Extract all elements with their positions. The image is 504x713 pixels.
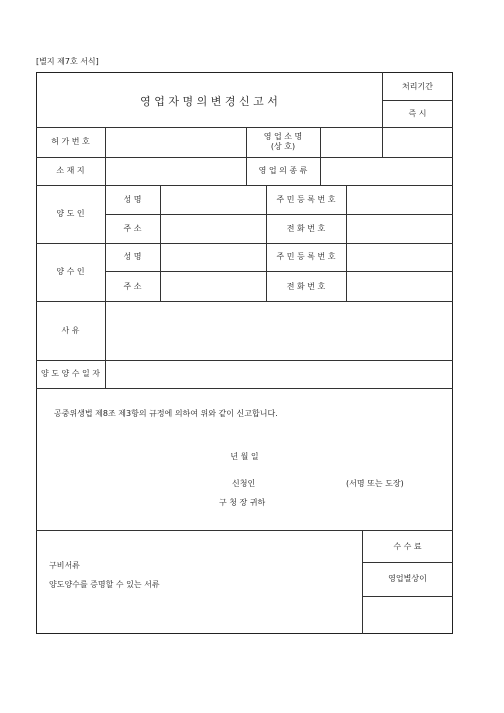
transferor-address-label: 주 소 bbox=[123, 224, 142, 233]
applicant-label: 신청인 bbox=[232, 479, 256, 488]
fee-label: 수 수 료 bbox=[393, 542, 422, 551]
transferor-phone-label: 전 화 번 호 bbox=[286, 224, 326, 233]
transferor-label: 양 도 인 bbox=[56, 209, 85, 218]
signature-note: (서명 또는 도장) bbox=[346, 479, 404, 488]
declaration-statement: 공중위생법 제8조 제3항의 규정에 의하여 위와 같이 신고합니다. bbox=[54, 409, 278, 418]
transferor-address-field[interactable] bbox=[161, 215, 265, 242]
transfer-date-field[interactable] bbox=[106, 361, 452, 387]
transferee-address-field[interactable] bbox=[161, 272, 265, 300]
business-type-field[interactable] bbox=[321, 158, 452, 184]
transferee-label: 양 수 인 bbox=[56, 267, 85, 276]
reason-field[interactable] bbox=[106, 302, 452, 359]
business-name-sublabel: (상 호) bbox=[270, 142, 296, 151]
location-label: 소 재 지 bbox=[56, 166, 85, 175]
transferee-name-label: 성 명 bbox=[123, 252, 142, 261]
reason-label: 사 유 bbox=[61, 326, 80, 335]
fee-value: 영업별상이 bbox=[388, 574, 427, 583]
applicant-field[interactable] bbox=[262, 476, 342, 490]
divider bbox=[36, 388, 453, 389]
divider bbox=[382, 100, 453, 101]
divider bbox=[36, 530, 453, 531]
date-line: 년 월 일 bbox=[230, 452, 259, 461]
processing-period-value: 즉 시 bbox=[408, 109, 427, 118]
transferor-name-label: 성 명 bbox=[123, 195, 142, 204]
transferee-address-label: 주 소 bbox=[123, 282, 142, 291]
required-document-item: 양도양수를 증명할 수 있는 서류 bbox=[49, 580, 160, 589]
business-name-label: 영 업 소 명 bbox=[263, 132, 303, 141]
transferee-resident-no-field[interactable] bbox=[347, 244, 452, 270]
transferor-phone-field[interactable] bbox=[347, 215, 452, 242]
processing-period-label: 처리기간 bbox=[402, 82, 433, 91]
transferee-phone-label: 전 화 번 호 bbox=[286, 282, 326, 291]
permit-no-label: 허 가 번 호 bbox=[51, 137, 90, 146]
form-title: 영 업 자 명 의 변 경 신 고 서 bbox=[140, 95, 278, 108]
transferee-phone-field[interactable] bbox=[347, 272, 452, 300]
divider bbox=[362, 596, 453, 597]
recipient: 구 청 장 귀하 bbox=[219, 498, 266, 507]
permit-no-field[interactable] bbox=[106, 128, 245, 156]
divider bbox=[362, 562, 453, 563]
transferee-name-field[interactable] bbox=[161, 244, 265, 270]
form-tag: [별지 제7호 서식] bbox=[36, 57, 99, 66]
location-field[interactable] bbox=[106, 158, 245, 184]
transferor-name-field[interactable] bbox=[161, 186, 265, 213]
transferee-resident-no-label: 주 민 등 록 번 호 bbox=[276, 252, 336, 261]
transferor-resident-no-field[interactable] bbox=[347, 186, 452, 213]
business-name-field[interactable] bbox=[321, 128, 452, 156]
business-type-label: 영 업 의 종 류 bbox=[258, 166, 308, 175]
transfer-date-label: 양 도 양 수 일 자 bbox=[40, 369, 101, 378]
transferor-resident-no-label: 주 민 등 록 번 호 bbox=[276, 195, 336, 204]
required-documents-title: 구비서류 bbox=[49, 561, 80, 570]
